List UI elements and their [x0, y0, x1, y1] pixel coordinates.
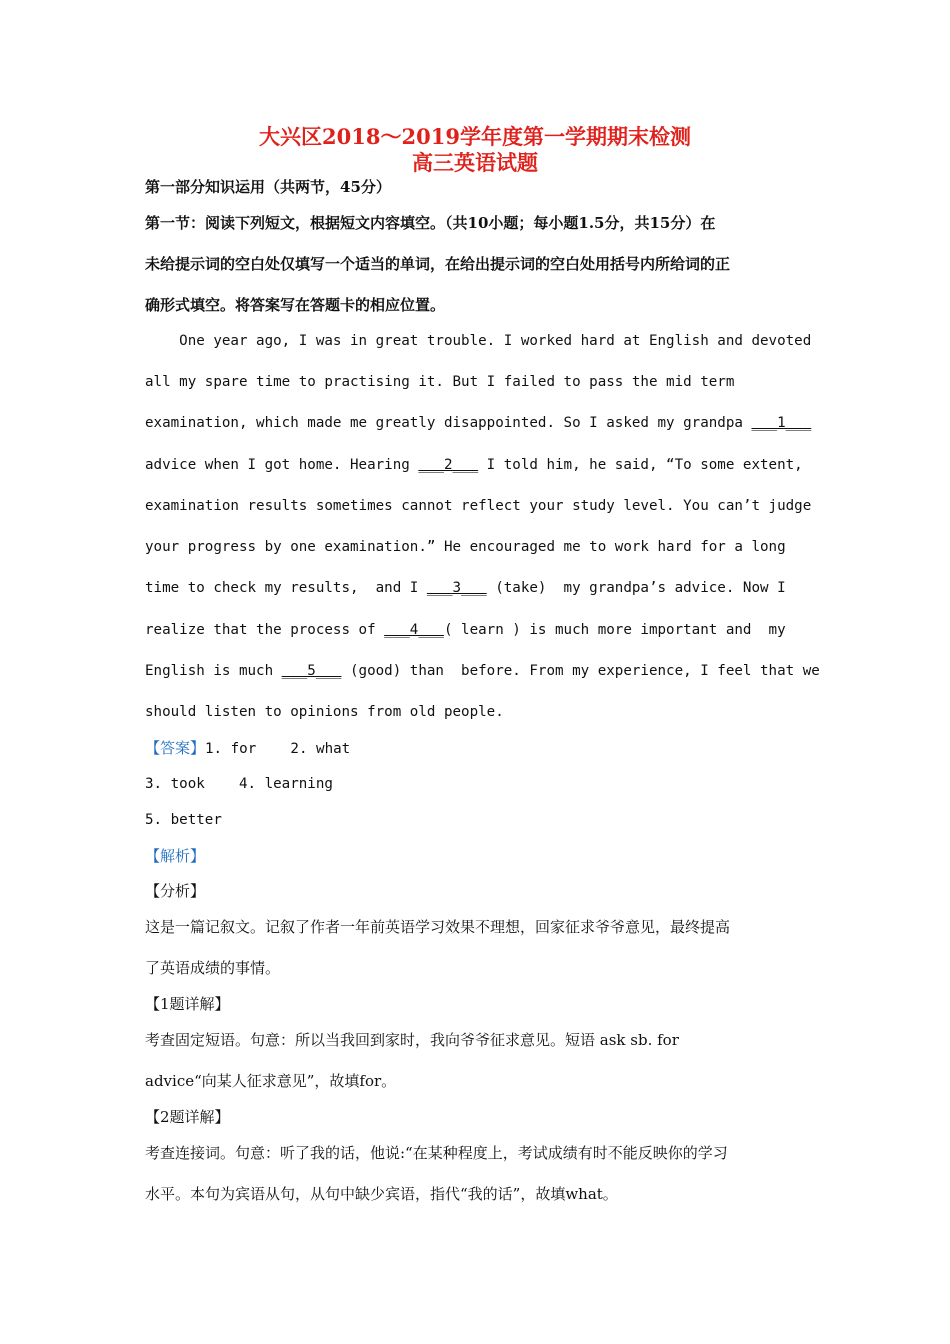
- passage-text: time to check my results, and I: [145, 580, 427, 596]
- section1-instruction-line2: 未给提示词的空白处仅填写一个适当的单词，在给出提示词的空白处用括号内所给词的正: [145, 255, 731, 273]
- blank-2: ___2___: [418, 457, 479, 473]
- section1-instruction-line1: 第一节：阅读下列短文，根据短文内容填空。（共10小题；每小题1.5分，共15分）在: [145, 214, 716, 232]
- passage-text: I told him, he said, “To some extent,: [478, 457, 803, 473]
- passage-text: (good) than before. From my experience, I feel that we: [341, 663, 820, 679]
- section1-instruction-line3: 确形式填空。将答案写在答题卡的相应位置。: [145, 296, 446, 314]
- blank-5: ___5___: [281, 663, 342, 679]
- passage-line: [145, 455, 803, 475]
- passage-line: all my spare time to practising it. But I failed to pass the mid term: [145, 374, 735, 390]
- q2-explanation: 水平。本句为宾语从句，从句中缺少宾语，指代“我的话”，故填what。: [145, 1185, 618, 1203]
- q2-explanation: 考查连接词。句意：听了我的话，他说:“在某种程度上，考试成绩有时不能反映你的学习: [145, 1144, 728, 1162]
- blank-4: ___4___: [384, 622, 444, 638]
- passage-line: [145, 413, 811, 433]
- passage-text: examination, which made me greatly disappointed. So I asked my grandpa: [145, 415, 752, 431]
- passage-line: [145, 620, 786, 640]
- answer-label: 【答案】: [145, 739, 206, 757]
- passage-line: should listen to opinions from old people.: [145, 704, 504, 720]
- analysis-label: 【解析】: [145, 847, 206, 865]
- part1-heading: 第一部分知识运用（共两节，45分）: [145, 178, 391, 196]
- summary-line: 这是一篇记叙文。记叙了作者一年前英语学习效果不理想，回家征求爷爷意见，最终提高: [145, 918, 731, 936]
- blank-1: ___1___: [751, 415, 812, 431]
- answer-line: [145, 738, 350, 759]
- summary-line: 了英语成绩的事情。: [145, 959, 281, 977]
- passage-text: (take) my grandpa’s advice. Now I: [486, 580, 786, 596]
- fenxi-heading: 【分析】: [145, 882, 206, 900]
- passage-line: [145, 661, 820, 681]
- passage-text: ( learn ) is much more important and my: [443, 622, 786, 638]
- passage-text: realize that the process of: [145, 622, 385, 638]
- passage-text: English is much: [145, 663, 282, 679]
- exam-title: 大兴区2018～2019学年度第一学期期末检测: [259, 124, 691, 149]
- passage-line: One year ago, I was in great trouble. I worked hard at English and devoted: [145, 333, 812, 349]
- passage-text: advice when I got home. Hearing: [145, 457, 419, 473]
- q1-heading: 【1题详解】: [145, 995, 230, 1013]
- q1-explanation: 考查固定短语。句意：所以当我回到家时，我向爷爷征求意见。短语 ask sb. for: [145, 1031, 679, 1049]
- passage-line: your progress by one examination.” He encouraged me to work hard for a long: [145, 539, 786, 555]
- exam-subtitle: 高三英语试题: [412, 150, 538, 175]
- passage-line: [145, 578, 786, 598]
- q2-heading: 【2题详解】: [145, 1108, 230, 1126]
- blank-3: ___3___: [426, 580, 487, 596]
- q1-explanation: advice“向某人征求意见”，故填for。: [145, 1072, 397, 1090]
- answer-text: 5. better: [145, 812, 222, 828]
- answer-text: 3. took 4. learning: [145, 776, 333, 792]
- answer-text: 1. for 2. what: [205, 741, 351, 757]
- passage-line: examination results sometimes cannot reflect your study level. You can’t judge: [145, 498, 812, 514]
